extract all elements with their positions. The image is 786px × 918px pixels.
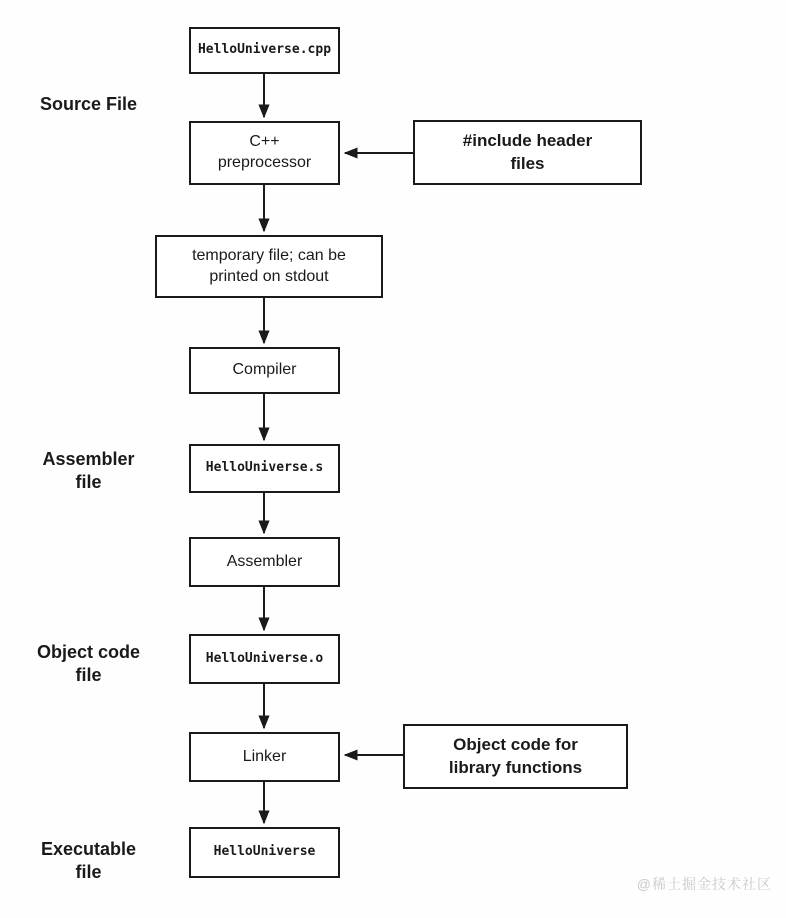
- stage-label-line1: Executable: [40, 839, 137, 859]
- node-label-line1: #include header: [462, 130, 593, 150]
- node-label: Compiler: [232, 361, 297, 379]
- node-executable-file: [189, 827, 340, 878]
- stage-label-line1: Assembler: [42, 449, 135, 469]
- node-label-line1: C++: [249, 133, 280, 151]
- stage-label-object-code-file: [16, 641, 161, 688]
- node-label: Assembler: [226, 552, 303, 570]
- node-preprocessor: [189, 121, 340, 185]
- node-label: HelloUniverse.cpp: [197, 42, 332, 58]
- stage-label-assembler-file: [16, 448, 161, 495]
- node-label-line1: temporary file; can be: [192, 246, 346, 264]
- watermark: @稀土掘金技术社区: [636, 876, 772, 892]
- node-label-line2: files: [510, 153, 545, 173]
- node-label: HelloUniverse.s: [205, 460, 324, 476]
- stage-label-line1: Object code: [36, 642, 141, 662]
- node-source-code-file: [189, 27, 340, 74]
- stage-label-source-file: [16, 93, 161, 116]
- stage-label-line2: file: [75, 665, 102, 686]
- node-label: HelloUniverse.o: [205, 650, 324, 666]
- node-include-headers: [413, 120, 642, 185]
- node-label-line2: preprocessor: [217, 154, 312, 171]
- node-temp-file: [155, 235, 383, 298]
- node-label-line2: printed on stdout: [209, 267, 329, 285]
- node-label: Linker: [242, 747, 287, 765]
- node-label-line2: library functions: [448, 757, 583, 777]
- node-library-object-code: [403, 724, 628, 789]
- node-assembler: [189, 537, 340, 587]
- node-assembly-file: [189, 444, 340, 493]
- stage-label-executable-file: [16, 838, 161, 885]
- node-object-file: [189, 634, 340, 684]
- stage-label-line2: file: [75, 862, 102, 883]
- stage-label-line2: file: [75, 472, 102, 493]
- node-label-line1: Object code for: [453, 734, 578, 754]
- node-linker: [189, 732, 340, 782]
- stage-label-line1: Source File: [39, 94, 138, 114]
- node-compiler: [189, 347, 340, 394]
- node-label: HelloUniverse: [213, 844, 316, 860]
